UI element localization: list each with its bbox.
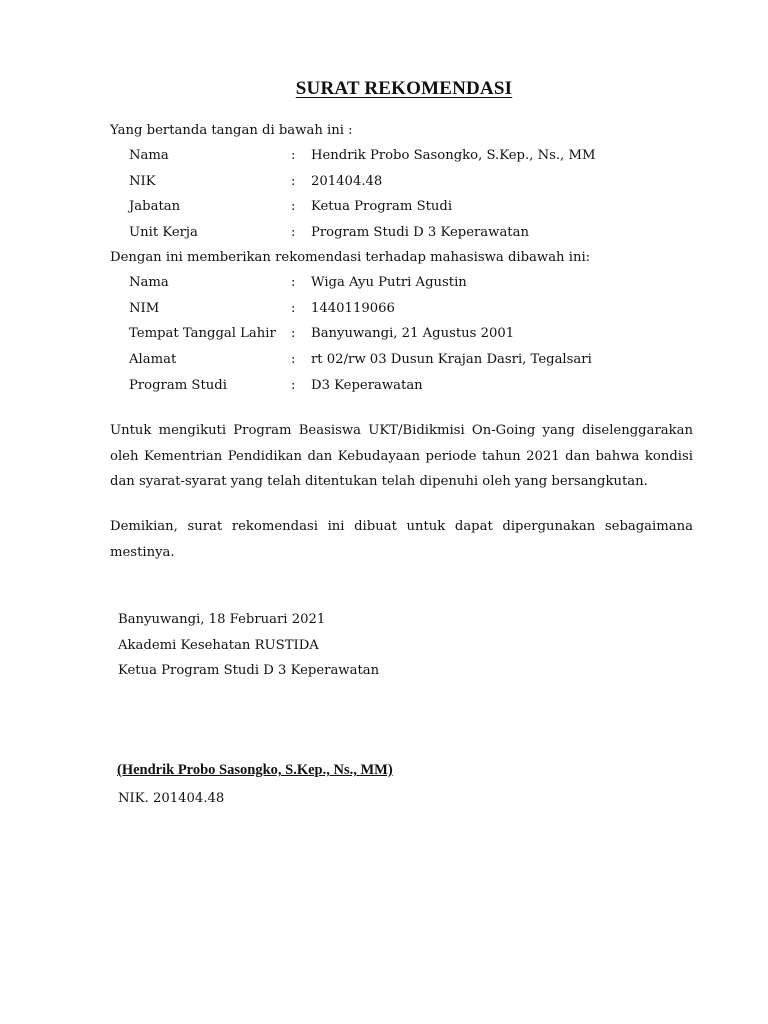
field-label: NIM [129, 300, 160, 316]
student-intro: Dengan ini memberikan rekomendasi terhadap mahasiswa dibawah ini: [110, 250, 591, 265]
field-value: Ketua Program Studi [311, 199, 453, 215]
field-colon: : [291, 300, 296, 316]
field-label: Nama [129, 275, 169, 290]
signer-position: Ketua Program Studi D 3 Keperawatan [118, 663, 380, 679]
field-colon: : [291, 352, 296, 368]
field-colon: : [291, 377, 296, 393]
signature-name: (Hendrik Probo Sasongko, S.Kep., Ns., MM) [117, 762, 393, 778]
field-colon: : [291, 225, 296, 241]
place-date: Banyuwangi, 18 Februari 2021 [118, 612, 326, 627]
field-colon: : [291, 173, 296, 189]
field-colon: : [291, 326, 296, 342]
field-value: Banyuwangi, 21 Agustus 2001 [311, 326, 515, 342]
field-value: 201404.48 [311, 173, 383, 189]
field-label: Program Studi [129, 377, 227, 393]
field-label: Alamat [129, 352, 177, 368]
field-colon: : [291, 199, 296, 215]
field-label: Tempat Tanggal Lahir [129, 326, 276, 342]
field-value: 1440119066 [311, 300, 395, 316]
field-colon: : [291, 148, 296, 163]
field-value: D3 Keperawatan [311, 377, 423, 393]
field-label: Unit Kerja [129, 225, 198, 241]
purpose-paragraph: Untuk mengikuti Program Beasiswa UKT/Bidikmisi On-Going yang diselenggarakan oleh Kementrian Pendidikan dan Kebudayaan periode tahun 2021 dan bahwa kondisi dan syarat-syarat yang telah ditentukan telah dipenuhi oleh yang bersangkutan. [110, 423, 693, 490]
field-label: Jabatan [129, 199, 181, 215]
letter-title: SURAT REKOMENDASI [295, 78, 513, 99]
field-value: Hendrik Probo Sasongko, S.Kep., Ns., MM [311, 148, 596, 163]
signer-intro: Yang bertanda tangan di bawah ini : [110, 123, 353, 138]
institution-name: Akademi Kesehatan RUSTIDA [118, 637, 319, 653]
signature-nik: NIK. 201404.48 [118, 791, 225, 806]
field-value: Program Studi D 3 Keperawatan [311, 225, 529, 241]
field-label: NIK [129, 173, 156, 189]
field-colon: : [291, 275, 296, 290]
field-value: rt 02/rw 03 Dusun Krajan Dasri, Tegalsari [311, 352, 592, 368]
closing-paragraph: Demikian, surat rekomendasi ini dibuat untuk dapat dipergunakan sebagaimana mestinya. [110, 519, 693, 560]
field-label: Nama [129, 148, 169, 163]
field-value: Wiga Ayu Putri Agustin [311, 275, 467, 290]
signature-block [118, 607, 379, 684]
